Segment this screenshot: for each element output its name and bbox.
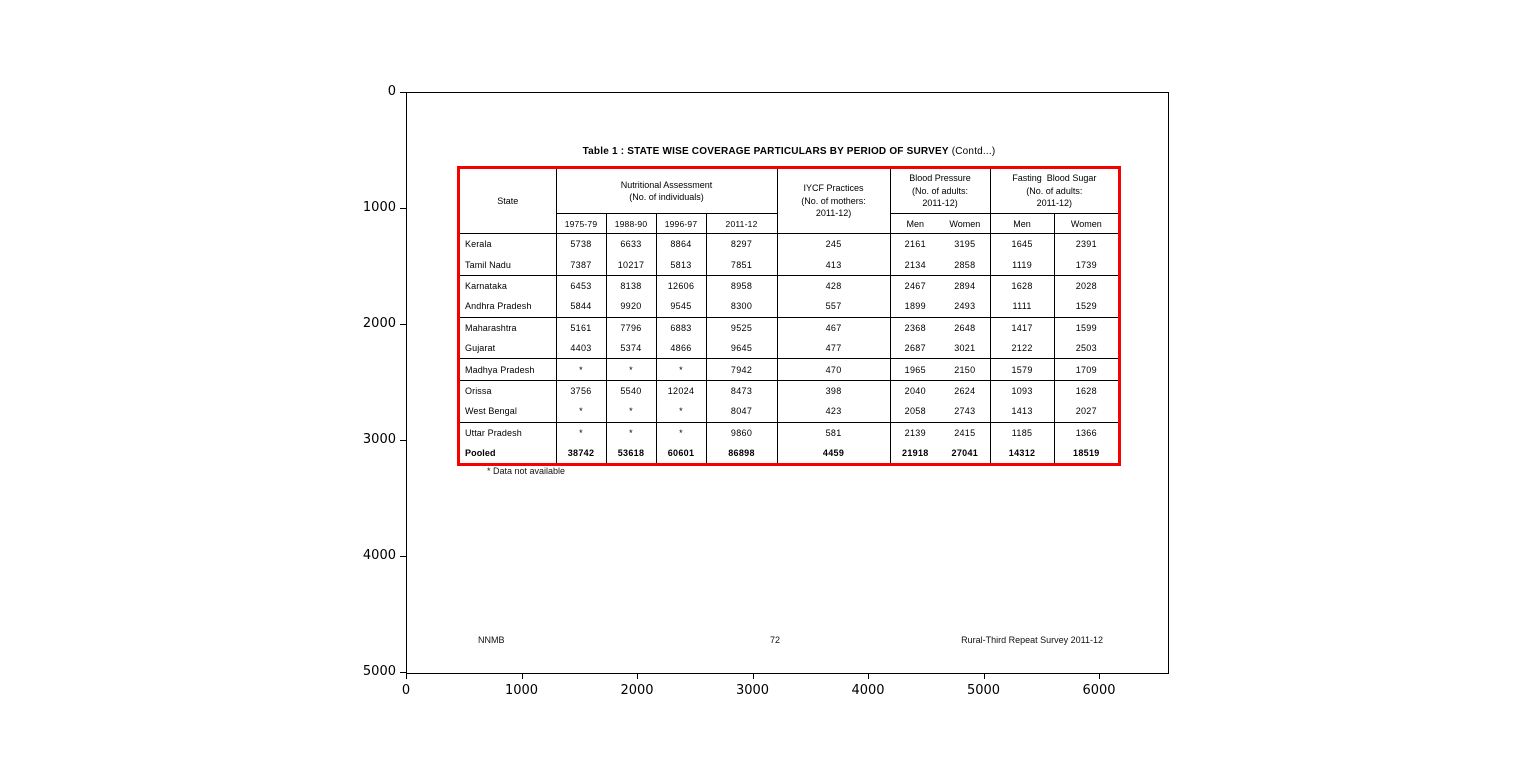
document-title-contd: (Contd...) bbox=[951, 146, 996, 157]
value-cell: 2139 bbox=[890, 422, 940, 443]
value-cell: 7387 bbox=[556, 254, 606, 275]
header-fbs-line1: Fasting Blood Sugar bbox=[1012, 173, 1097, 184]
value-cell: 581 bbox=[777, 422, 890, 443]
table-row bbox=[460, 401, 1118, 422]
value-cell: 1119 bbox=[990, 254, 1054, 275]
value-cell: 9545 bbox=[656, 296, 706, 317]
value-cell: 8958 bbox=[706, 275, 777, 296]
value-cell: 8297 bbox=[706, 234, 777, 255]
value-cell: 428 bbox=[777, 275, 890, 296]
x-tick-mark bbox=[984, 673, 985, 679]
value-cell: 27041 bbox=[951, 448, 979, 459]
value-cell: 477 bbox=[777, 338, 890, 359]
x-tick-mark bbox=[637, 673, 638, 679]
coverage-table bbox=[460, 169, 1118, 463]
x-tick-label: 1000 bbox=[504, 683, 539, 698]
value-cell: 12024 bbox=[656, 380, 706, 401]
value-cell: * bbox=[606, 401, 656, 422]
value-cell: 1413 bbox=[990, 401, 1054, 422]
value-cell: 1965 bbox=[890, 359, 940, 380]
value-cell: 9525 bbox=[706, 317, 777, 338]
y-tick-label: 1000 bbox=[362, 200, 396, 215]
x-tick-label: 4000 bbox=[851, 683, 885, 698]
header-bp-line3: 2011-12) bbox=[922, 198, 958, 209]
value-cell: * bbox=[556, 422, 606, 443]
value-cell: 8300 bbox=[706, 296, 777, 317]
value-cell: 1417 bbox=[990, 317, 1054, 338]
x-tick-mark bbox=[406, 673, 407, 679]
value-cell: 245 bbox=[777, 234, 890, 255]
value-cell: 6453 bbox=[556, 275, 606, 296]
value-cell: 2368 bbox=[890, 317, 940, 338]
value-cell: 60601 bbox=[656, 443, 706, 463]
value-cell: 2493 bbox=[954, 301, 976, 312]
value-cell: 4403 bbox=[556, 338, 606, 359]
value-cell: 1093 bbox=[990, 380, 1054, 401]
value-cell: * bbox=[656, 359, 706, 380]
value-cell: 5540 bbox=[606, 380, 656, 401]
value-cell: 2391 bbox=[1054, 234, 1118, 255]
value-cell: 5161 bbox=[556, 317, 606, 338]
value-cell: 2415 bbox=[940, 422, 990, 443]
header-nutritional-line2: (No. of individuals) bbox=[629, 192, 704, 202]
value-cell: 9920 bbox=[606, 296, 656, 317]
document-title bbox=[460, 146, 1118, 157]
y-tick-label: 3000 bbox=[362, 432, 396, 447]
value-cell: * bbox=[656, 422, 706, 443]
state-name-cell: Gujarat bbox=[465, 343, 496, 354]
value-cell: 2150 bbox=[940, 359, 990, 380]
value-cell: 1628 bbox=[990, 275, 1054, 296]
x-tick-label: 2000 bbox=[620, 683, 654, 698]
state-name-cell: Andhra Pradesh bbox=[465, 301, 532, 312]
footer-page-number: 72 bbox=[769, 635, 780, 645]
x-tick-mark bbox=[522, 673, 523, 679]
value-cell: 2058 bbox=[890, 401, 940, 422]
header-fbs-line2: (No. of adults: bbox=[1026, 185, 1083, 196]
value-cell: * bbox=[556, 359, 606, 380]
value-cell: 5813 bbox=[656, 254, 706, 275]
x-tick-label: 5000 bbox=[966, 683, 1001, 698]
value-cell: 2027 bbox=[1054, 401, 1118, 422]
value-cell: 557 bbox=[777, 296, 890, 317]
value-cell: 2122 bbox=[990, 338, 1054, 359]
value-cell: 1599 bbox=[1054, 317, 1118, 338]
value-cell: 1529 bbox=[1054, 296, 1118, 317]
value-cell: 2503 bbox=[1054, 338, 1118, 359]
header-iycf-line3: 2011-12) bbox=[815, 208, 852, 219]
value-cell: 2161 bbox=[890, 234, 940, 255]
value-cell: 2858 bbox=[954, 259, 976, 270]
value-cell: 1111 bbox=[990, 296, 1054, 317]
table-row bbox=[460, 254, 1118, 275]
value-cell: 8138 bbox=[606, 275, 656, 296]
value-cell: 2467 bbox=[890, 275, 940, 296]
header-year-1975-79: 1975-79 bbox=[556, 214, 606, 234]
state-name-cell: Kerala bbox=[460, 234, 556, 255]
value-cell: 8864 bbox=[656, 234, 706, 255]
value-cell: 413 bbox=[777, 254, 890, 275]
y-tick-mark bbox=[400, 208, 406, 209]
document-title-text: Table 1 : STATE WISE COVERAGE PARTICULARS BY PERIOD OF SURVEY bbox=[582, 146, 949, 157]
value-cell: 21918 bbox=[890, 443, 940, 463]
table-row bbox=[460, 359, 1118, 380]
value-cell: 1739 bbox=[1054, 254, 1118, 275]
header-nutritional-line1: Nutritional Assessment bbox=[620, 179, 713, 190]
value-cell: 1899 bbox=[890, 296, 940, 317]
header-blood-pressure bbox=[890, 169, 990, 214]
value-cell: 1579 bbox=[990, 359, 1054, 380]
value-cell: 2743 bbox=[954, 406, 976, 417]
state-name-cell: Orissa bbox=[460, 380, 556, 401]
value-cell: 9645 bbox=[706, 338, 777, 359]
value-cell: 6883 bbox=[656, 317, 706, 338]
footer-survey-name: Rural-Third Repeat Survey 2011-12 bbox=[961, 635, 1103, 645]
value-cell: 9860 bbox=[706, 422, 777, 443]
state-name-cell: West Bengal bbox=[465, 406, 517, 417]
value-cell: * bbox=[606, 359, 656, 380]
value-cell: * bbox=[556, 401, 606, 422]
value-cell: 7796 bbox=[606, 317, 656, 338]
value-cell: 2134 bbox=[890, 254, 940, 275]
value-cell: 4459 bbox=[777, 443, 890, 463]
value-cell: 1185 bbox=[990, 422, 1054, 443]
x-tick-label: 0 bbox=[401, 683, 411, 698]
header-bp-women: Women bbox=[940, 214, 990, 234]
value-cell: 3195 bbox=[940, 234, 990, 255]
value-cell: 1628 bbox=[1054, 380, 1118, 401]
y-tick-mark bbox=[400, 92, 406, 93]
value-cell: 5738 bbox=[556, 234, 606, 255]
value-cell: 4866 bbox=[656, 338, 706, 359]
value-cell: 2028 bbox=[1054, 275, 1118, 296]
value-cell: 467 bbox=[777, 317, 890, 338]
header-year-2011-12: 2011-12 bbox=[706, 214, 777, 234]
table-row bbox=[460, 296, 1118, 317]
table-row bbox=[460, 380, 1118, 401]
value-cell: 18519 bbox=[1054, 443, 1118, 463]
value-cell: 2624 bbox=[940, 380, 990, 401]
value-cell: 2040 bbox=[890, 380, 940, 401]
state-name-cell: Uttar Pradesh bbox=[460, 422, 556, 443]
header-iycf bbox=[777, 169, 890, 234]
x-tick-label: 3000 bbox=[735, 683, 770, 698]
value-cell: 38742 bbox=[556, 443, 606, 463]
y-tick-label: 5000 bbox=[362, 664, 396, 679]
table-row bbox=[460, 275, 1118, 296]
x-tick-mark bbox=[1099, 673, 1100, 679]
value-cell: 6633 bbox=[606, 234, 656, 255]
value-cell: * bbox=[656, 401, 706, 422]
table-row bbox=[460, 422, 1118, 443]
x-tick-mark bbox=[753, 673, 754, 679]
header-state: State bbox=[460, 169, 556, 234]
value-cell: 7851 bbox=[706, 254, 777, 275]
value-cell: 2687 bbox=[890, 338, 940, 359]
y-tick-mark bbox=[400, 440, 406, 441]
value-cell: 3756 bbox=[556, 380, 606, 401]
x-tick-mark bbox=[868, 673, 869, 679]
state-name-cell: Pooled bbox=[465, 448, 496, 459]
value-cell: 12606 bbox=[656, 275, 706, 296]
table-row bbox=[460, 317, 1118, 338]
value-cell: 7942 bbox=[706, 359, 777, 380]
header-fbs-men: Men bbox=[990, 214, 1054, 234]
table-row bbox=[460, 234, 1118, 255]
header-bp-line2: (No. of adults: bbox=[912, 185, 969, 196]
state-name-cell: Maharashtra bbox=[460, 317, 556, 338]
table-row bbox=[460, 443, 1118, 463]
footer-org: NNMB bbox=[478, 635, 505, 645]
value-cell: 5374 bbox=[606, 338, 656, 359]
value-cell: 14312 bbox=[990, 443, 1054, 463]
value-cell: 470 bbox=[777, 359, 890, 380]
table-row bbox=[460, 338, 1118, 359]
value-cell: 8047 bbox=[706, 401, 777, 422]
header-fbs-women: Women bbox=[1054, 214, 1118, 234]
header-nutritional-assessment bbox=[556, 169, 777, 214]
value-cell: 2648 bbox=[940, 317, 990, 338]
x-tick-label: 6000 bbox=[1082, 683, 1116, 698]
value-cell: * bbox=[606, 422, 656, 443]
value-cell: 8473 bbox=[706, 380, 777, 401]
header-fbs-line3: 2011-12) bbox=[1036, 198, 1072, 209]
y-tick-label: 0 bbox=[387, 84, 396, 99]
value-cell: 86898 bbox=[706, 443, 777, 463]
y-tick-label: 2000 bbox=[362, 316, 396, 331]
y-tick-mark bbox=[400, 324, 406, 325]
value-cell: 5844 bbox=[556, 296, 606, 317]
header-iycf-line1: IYCF Practices bbox=[803, 183, 864, 194]
table-body bbox=[460, 234, 1118, 464]
value-cell: 1366 bbox=[1054, 422, 1118, 443]
value-cell: 1645 bbox=[990, 234, 1054, 255]
value-cell: 10217 bbox=[606, 254, 656, 275]
footnote: * Data not available bbox=[487, 466, 566, 476]
value-cell: 423 bbox=[777, 401, 890, 422]
state-name-cell: Karnataka bbox=[460, 275, 556, 296]
y-tick-mark bbox=[400, 556, 406, 557]
header-iycf-line2: (No. of mothers: bbox=[801, 195, 866, 206]
survey-table bbox=[457, 166, 1121, 466]
header-fasting-blood-sugar bbox=[990, 169, 1118, 214]
value-cell: 3021 bbox=[954, 343, 976, 354]
header-year-1988-90: 1988-90 bbox=[606, 214, 656, 234]
value-cell: 398 bbox=[777, 380, 890, 401]
state-name-cell: Madhya Pradesh bbox=[460, 359, 556, 380]
y-tick-label: 4000 bbox=[362, 548, 396, 563]
value-cell: 2894 bbox=[940, 275, 990, 296]
header-bp-men: Men bbox=[890, 214, 940, 234]
state-name-cell: Tamil Nadu bbox=[465, 259, 512, 270]
header-bp-line1: Blood Pressure bbox=[909, 173, 971, 184]
value-cell: 53618 bbox=[606, 443, 656, 463]
value-cell: 1709 bbox=[1054, 359, 1118, 380]
header-year-1996-97: 1996-97 bbox=[656, 214, 706, 234]
